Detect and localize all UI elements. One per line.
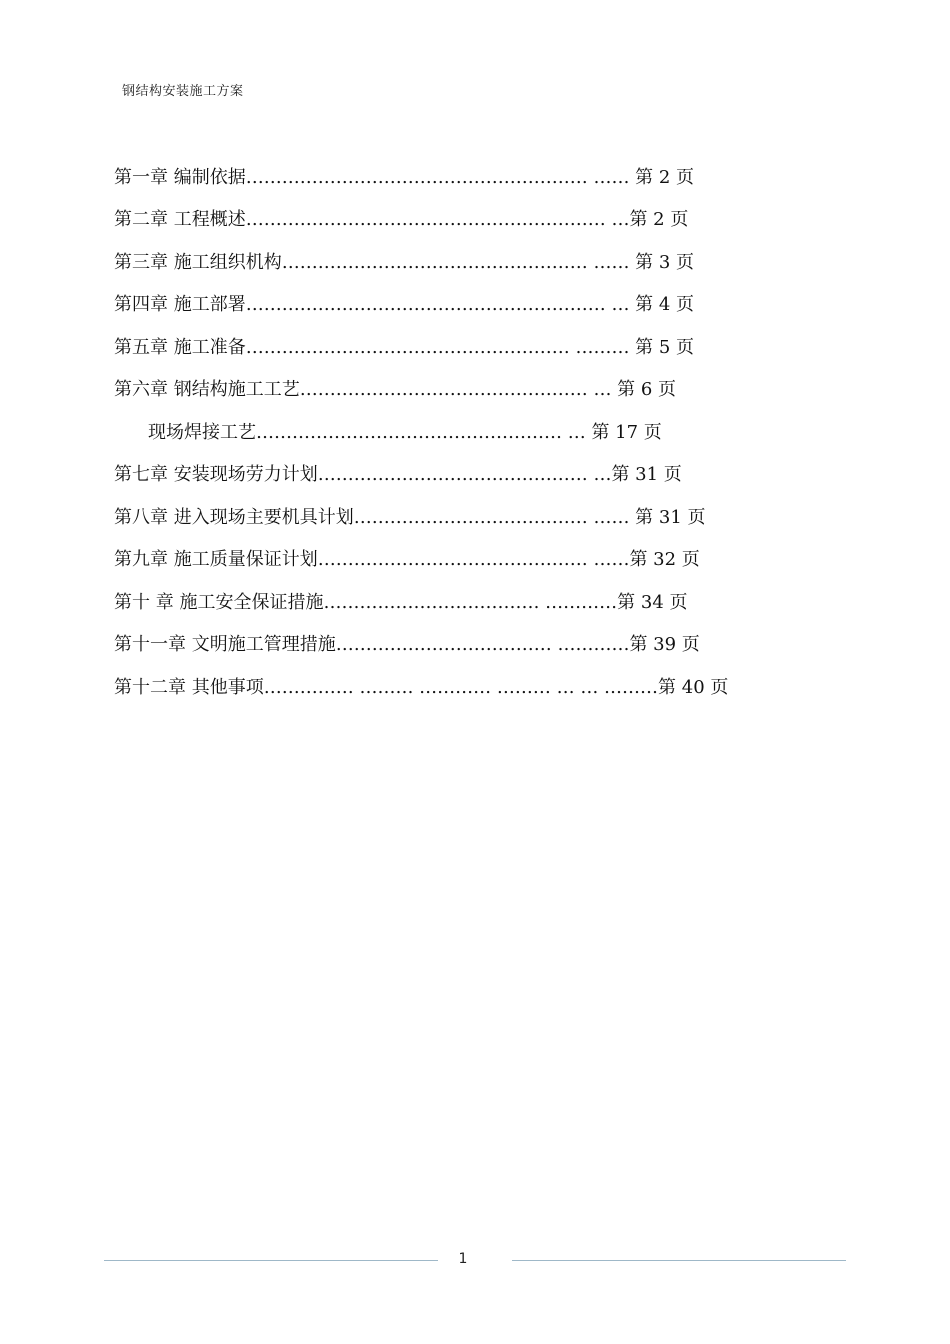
toc-entry-text: 第七章 安装现场劳力计划……………………………………… …第 31 页 bbox=[114, 464, 682, 485]
footer-rule-right bbox=[512, 1260, 846, 1261]
toc-entry-chapter-10[interactable] bbox=[114, 589, 688, 617]
footer-rule-left bbox=[104, 1260, 438, 1261]
toc-entry-text: 第一章 编制依据………………………………………………… …… 第 2 页 bbox=[114, 167, 695, 188]
toc-entry-chapter-9[interactable] bbox=[114, 546, 700, 574]
toc-entry-text: 第十一章 文明施工管理措施……………………………… …………第 39 页 bbox=[114, 634, 700, 655]
toc-entry-welding-process[interactable] bbox=[148, 419, 662, 447]
toc-entry-text: 第十二章 其他事项…………… ……… ………… ……… … … ………第 40 页 bbox=[114, 677, 729, 698]
toc-entry-chapter-8[interactable] bbox=[114, 504, 706, 532]
toc-entry-chapter-12[interactable] bbox=[114, 674, 728, 702]
toc-entry-text: 第九章 施工质量保证计划……………………………………… ……第 32 页 bbox=[114, 549, 700, 570]
page-number: 1 bbox=[458, 1251, 468, 1267]
toc-entry-text: 第六章 钢结构施工工艺………………………………………… … 第 6 页 bbox=[114, 379, 677, 400]
toc-entry-chapter-11[interactable] bbox=[114, 631, 700, 659]
toc-entry-chapter-5[interactable] bbox=[114, 334, 694, 362]
document-header-title: 钢结构安装施工方案 bbox=[122, 84, 244, 99]
toc-entry-chapter-2[interactable] bbox=[114, 206, 688, 234]
toc-entry-text: 第四章 施工部署…………………………………………………… … 第 4 页 bbox=[114, 294, 695, 315]
toc-entry-chapter-1[interactable] bbox=[114, 164, 694, 192]
toc-entry-text: 第五章 施工准备……………………………………………… ……… 第 5 页 bbox=[114, 337, 695, 358]
toc-entry-chapter-6[interactable] bbox=[114, 376, 676, 404]
toc-entry-chapter-3[interactable] bbox=[114, 249, 694, 277]
toc-entry-chapter-4[interactable] bbox=[114, 291, 694, 319]
toc-entry-text: 第二章 工程概述…………………………………………………… …第 2 页 bbox=[114, 209, 689, 230]
toc-entry-text: 第三章 施工组织机构…………………………………………… …… 第 3 页 bbox=[114, 252, 695, 273]
toc-entry-chapter-7[interactable] bbox=[114, 461, 682, 489]
toc-entry-text: 第十 章 施工安全保证措施……………………………… …………第 34 页 bbox=[114, 592, 688, 613]
toc-entry-text: 第八章 进入现场主要机具计划………………………………… …… 第 31 页 bbox=[114, 507, 706, 528]
toc-entry-text: 现场焊接工艺…………………………………………… … 第 17 页 bbox=[148, 422, 662, 443]
